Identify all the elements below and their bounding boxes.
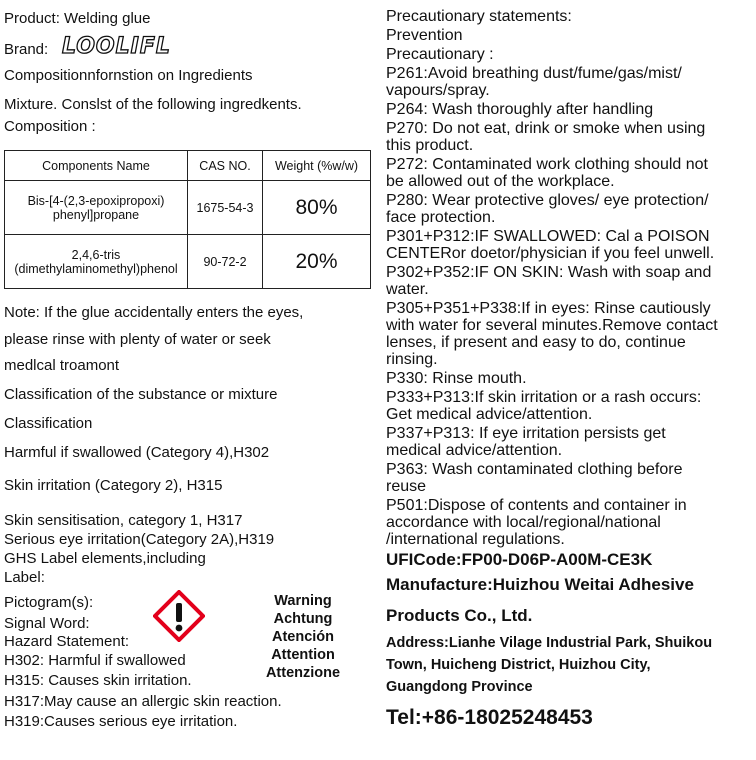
precautionary-lines (386, 8, 754, 548)
composition-label: Composition : (4, 118, 96, 135)
precautionary-line: CENTERor doetor/physician if you feel unwell. (386, 245, 715, 262)
precautionary-line: Prevention (386, 27, 463, 44)
weight-value: 20% (263, 235, 371, 289)
precautionary-line: P337+P313: If eye irritation persists get (386, 425, 666, 442)
precautionary-line: rinsing. (386, 351, 438, 368)
telephone: Tel:+86-18025248453 (386, 706, 593, 729)
label-text: Label: (4, 569, 45, 586)
component-name-line2: (dimethylaminomethyl)phenol (14, 261, 178, 276)
precautionary-line: face protection. (386, 209, 496, 226)
header-cas: CAS NO. (188, 151, 263, 181)
product-name: Product: Welding glue (4, 10, 151, 27)
classification-title: Classification of the substance or mixture (4, 386, 278, 403)
h319-text: H319:Causes serious eye irritation. (4, 713, 238, 730)
note-line-2: please rinse with plenty of water or seek (4, 331, 271, 348)
component-name-line2: phenyl]propane (52, 207, 140, 222)
precautionary-line: P301+P312:IF SWALLOWED: Cal a POISON (386, 228, 710, 245)
precautionary-line: P333+P313:If skin irritation or a rash occurs: (386, 389, 702, 406)
precautionary-line: P302+P352:IF ON SKIN: Wash with soap and (386, 264, 712, 281)
brand-label: Brand: (4, 41, 49, 58)
component-name-line1: Bis-[4-(2,3-epoxipropoxi) (27, 193, 165, 208)
component-name (5, 235, 188, 289)
skin-irritation-text: Skin irritation (Category 2), H315 (4, 477, 223, 494)
signal-word-de: Achtung (273, 611, 333, 627)
precautionary-column (386, 8, 754, 730)
address-line-1: Address:Lianhe Vilage Industrial Park, Shuikou (386, 635, 713, 651)
header-components: Components Name (5, 151, 188, 181)
mixture-text: Mixture. Conslst of the following ingredkents. (4, 96, 302, 113)
component-name (5, 181, 188, 235)
precautionary-line: P501:Dispose of contents and container in (386, 497, 687, 514)
precautionary-line: P363: Wash contaminated clothing before (386, 461, 683, 478)
component-name-line1: 2,4,6-tris (71, 247, 121, 262)
address-line-3: Guangdong Province (386, 679, 533, 695)
h317-text: H317:May cause an allergic skin reaction. (4, 693, 282, 710)
composition-info: Compositionnfornstion on Ingredients (4, 67, 253, 84)
precautionary-line: Precautionary statements: (386, 8, 572, 25)
hazard-statement-label: Hazard Statement: (4, 633, 130, 650)
weight-value: 80% (263, 181, 371, 235)
precautionary-line: with water for several minutes.Remove contact (386, 317, 718, 334)
precautionary-line: reuse (386, 478, 427, 495)
precautionary-line: Get medical advice/attention. (386, 406, 593, 423)
note-line-1: Note: If the glue accidentally enters the eyes, (4, 304, 304, 321)
exclamation-mark-diamond-icon (153, 590, 205, 642)
precautionary-line: P280: Wear protective gloves/ eye protection/ (386, 192, 709, 209)
h315-text: H315: Causes skin irritation. (4, 672, 192, 689)
precautionary-line: P270: Do not eat, drink or smoke when using (386, 120, 706, 137)
company-name: Products Co., Ltd. (386, 606, 533, 625)
cas-number: 1675-54-3 (188, 181, 263, 235)
h302-text: H302: Harmful if swallowed (4, 652, 186, 669)
precautionary-line: P330: Rinse mouth. (386, 370, 527, 387)
address-line-2: Town, Huicheng District, Huizhou City, (386, 657, 651, 673)
precautionary-line: accordance with local/regional/national (386, 514, 661, 531)
precautionary-line: P264: Wash thoroughly after handling (386, 101, 654, 118)
brand-logo: LOOLIFL (62, 34, 171, 59)
skin-sensitisation-text: Skin sensitisation, category 1, H317 (4, 512, 243, 529)
composition-table (4, 150, 371, 289)
classification-label: Classification (4, 415, 93, 432)
precautionary-line: this product. (386, 137, 474, 154)
table-row (5, 181, 371, 235)
precautionary-line: vapours/spray. (386, 82, 490, 99)
note-line-3: medlcal troamont (4, 357, 120, 374)
precautionary-line: P272: Contaminated work clothing should not (386, 156, 708, 173)
ghs-label-text: GHS Label elements,including (4, 550, 206, 567)
signal-word-it: Attenzione (265, 665, 341, 681)
precautionary-line: P305+P351+P338:If in eyes: Rinse cautiously (386, 300, 711, 317)
precautionary-line: water. (386, 281, 429, 298)
ufi-code: UFICode:FP00-D06P-A00M-CE3K (386, 550, 653, 569)
table-header-row (5, 151, 371, 181)
pictograms-label: Pictogram(s): (4, 594, 94, 611)
signal-word-fr: Attention (271, 647, 335, 663)
signal-word-es: Atención (271, 629, 335, 645)
precautionary-line: /international regulations. (386, 531, 565, 548)
precautionary-line: lenses, if present and easy to do, continue (386, 334, 686, 351)
signal-word-label: Signal Word: (4, 615, 90, 632)
eye-irritation-text: Serious eye irritation(Category 2A),H319 (4, 531, 275, 548)
precautionary-line: be allowed out of the workplace. (386, 173, 615, 190)
precautionary-line: Precautionary : (386, 46, 494, 63)
signal-word-en: Warning (274, 593, 332, 609)
header-weight: Weight (%w/w) (263, 151, 371, 181)
harmful-text: Harmful if swallowed (Category 4),H302 (4, 444, 270, 461)
table-row (5, 235, 371, 289)
precautionary-line: P261:Avoid breathing dust/fume/gas/mist/ (386, 65, 682, 82)
precautionary-line: medical advice/attention. (386, 442, 563, 459)
cas-number: 90-72-2 (188, 235, 263, 289)
manufacture: Manufacture:Huizhou Weitai Adhesive (386, 575, 694, 594)
signal-words (258, 592, 348, 682)
